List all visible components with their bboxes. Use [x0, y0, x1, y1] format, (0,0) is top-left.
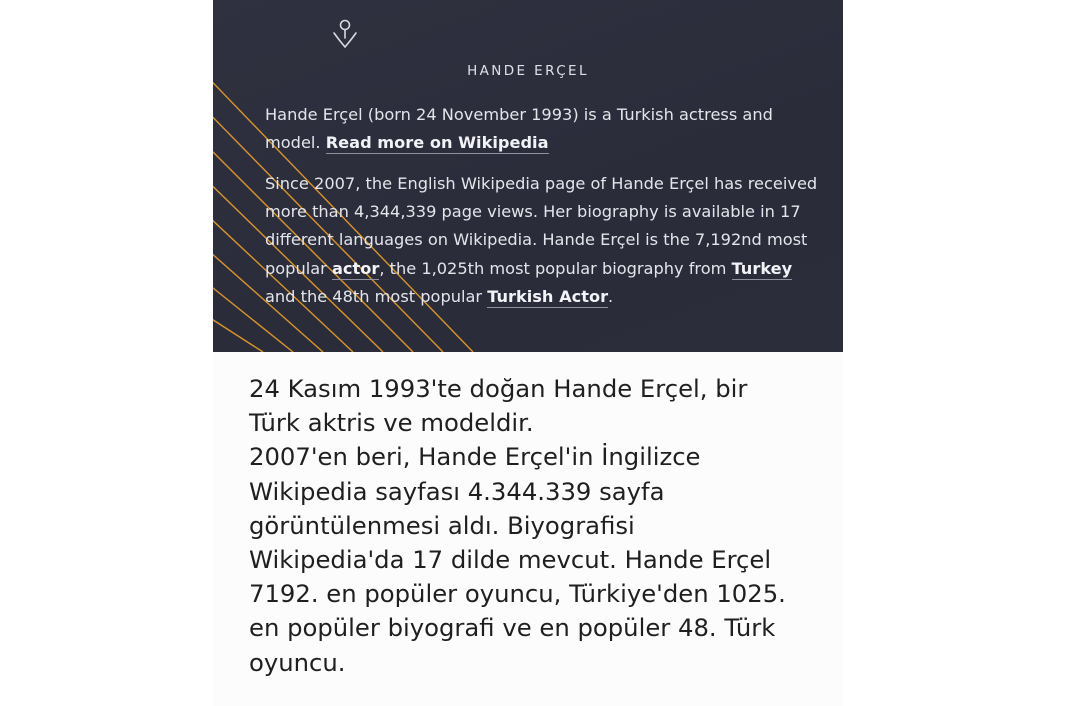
translation-line: 7192. en popüler oyuncu, Türkiye'den 1025.	[249, 579, 786, 609]
person-icon	[331, 18, 359, 50]
intro-paragraph	[265, 101, 825, 157]
intro-text: Hande Erçel (born 24 November 1993) is a Turkish actress and model.	[265, 105, 773, 153]
stats-text-1: Since 2007, the English Wikipedia page of Hande Erçel has received more than 4,344,339 page views. Her biography is available in 17 different languages on Wikipedia. Hande Erçel is the 7,192nd most popular	[265, 174, 818, 278]
translation-line: Türk aktris ve modeldir.	[249, 408, 534, 438]
wikipedia-link[interactable]: Read more on Wikipedia	[325, 133, 549, 153]
card-title: HANDE ERÇEL	[467, 63, 589, 79]
turkey-link[interactable]: Turkey	[731, 258, 793, 278]
actor-link[interactable]: actor	[331, 258, 380, 278]
translation-line: 24 Kasım 1993'te doğan Hande Erçel, bir	[249, 374, 748, 403]
stats-text-4: .	[608, 286, 614, 306]
translation-line: oyuncu.	[249, 647, 346, 677]
translation-line: Wikipedia'da 17 dilde mevcut. Hande Erçel	[249, 545, 772, 575]
stats-text-2: , the 1,025th most popular biography from	[379, 258, 732, 278]
translation-line: Wikipedia sayfası 4.344.339 sayfa	[249, 476, 665, 506]
translation-line: görüntülenmesi aldı. Biyografisi	[249, 510, 635, 540]
turkish-actor-link[interactable]: Turkish Actor	[487, 286, 609, 306]
translation-text	[249, 372, 829, 680]
stats-text-3: and the 48th most popular	[265, 286, 488, 306]
stats-paragraph	[265, 170, 825, 311]
translation-line: en popüler biyografi ve en popüler 48. Türk	[249, 613, 776, 643]
translation-line: 2007'en beri, Hande Erçel'in İngilizce	[249, 442, 701, 472]
